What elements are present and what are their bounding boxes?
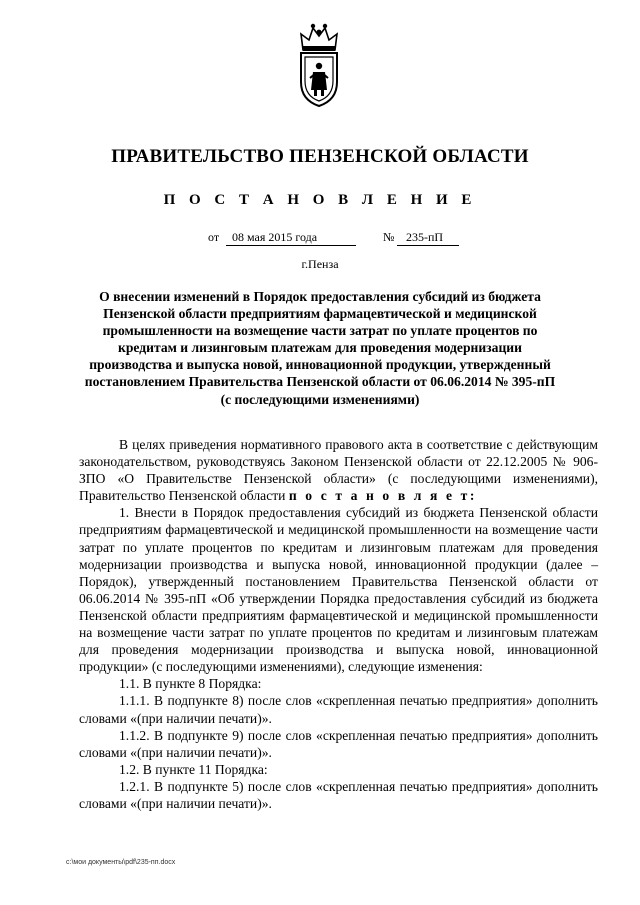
date-underline — [226, 245, 356, 246]
coat-of-arms-emblem — [293, 20, 345, 108]
resolve-word: п о с т а н о в л я е т: — [288, 488, 477, 504]
document-type: П О С Т А Н О В Л Е Н И Е — [163, 192, 477, 208]
document-number: 235-пП — [406, 230, 444, 244]
document-title: О внесении изменений в Порядок предоставления субсидий из бюджета Пензенской области предприятиям фармацевтической и медицинской промышленности на возмещение части затрат по уплате процентов по кредитам и лизинговым платежам для проведения модернизации производства и выпуска новой, инновационной продукции, утвержденный постановлением Правительства Пензенской области от 06.06.2014 № 395-пП (с последующими изменениями) — [84, 289, 556, 407]
paragraph-1-2: 1.2. В пункте 11 Порядка: — [119, 761, 268, 777]
number-underline — [397, 245, 459, 246]
document-date: 08 мая 2015 года — [232, 230, 318, 244]
date-prefix: от — [208, 230, 220, 244]
number-prefix: № — [383, 230, 395, 244]
file-path-footer: c:\мои документы\pdf\235-пп.docx — [66, 859, 176, 866]
government-heading: ПРАВИТЕЛЬСТВО ПЕНЗЕНСКОЙ ОБЛАСТИ — [111, 146, 529, 167]
preamble-text: В целях приведения нормативного правового акта в соответствие с действующим законодательством, руководствуясь Законом Пензенской области от 22.12.2005 № 906-ЗПО «О Правительстве Пензенской области» (с последующими изменениями), Правительство Пензенской области — [79, 437, 598, 504]
paragraph-1-1: 1.1. В пункте 8 Порядка: — [119, 676, 262, 692]
preamble-paragraph — [79, 436, 598, 504]
paragraph-1-2-1: 1.2.1. В подпункте 5) после слов «скрепленная печатью предприятия» дополнить словами «(при наличии печати)». — [79, 778, 598, 811]
document-body — [79, 436, 598, 812]
paragraph-1: 1. Внести в Порядок предоставления субсидий из бюджета Пензенской области предприятиям фармацевтической и медицинской промышленности на возмещение части затрат по уплате процентов по кредитам и лизинговым платежам для проведения модернизации производства и выпуска новой, инновационной продукции (далее – Порядок), утвержденный постановлением Правительства Пензенской области от 06.06.2014 № 395-пП «Об утверждении Порядка предоставления субсидий из бюджета Пензенской области предприятиям фармацевтической и медицинской промышленности на возмещение части затрат по уплате процентов по кредитам и лизинговым платежам для проведения модернизации производства и выпуска новой, инновационной продукции» (с последующими изменениями), следующие изменения: — [79, 505, 598, 675]
paragraph-1-1-1: 1.1.1. В подпункте 8) после слов «скрепленная печатью предприятия» дополнить словами «(при наличии печати)». — [79, 693, 598, 726]
paragraph-1-1-2: 1.1.2. В подпункте 9) после слов «скрепленная печатью предприятия» дополнить словами «(при наличии печати)». — [79, 727, 598, 760]
city: г.Пенза — [301, 257, 339, 271]
